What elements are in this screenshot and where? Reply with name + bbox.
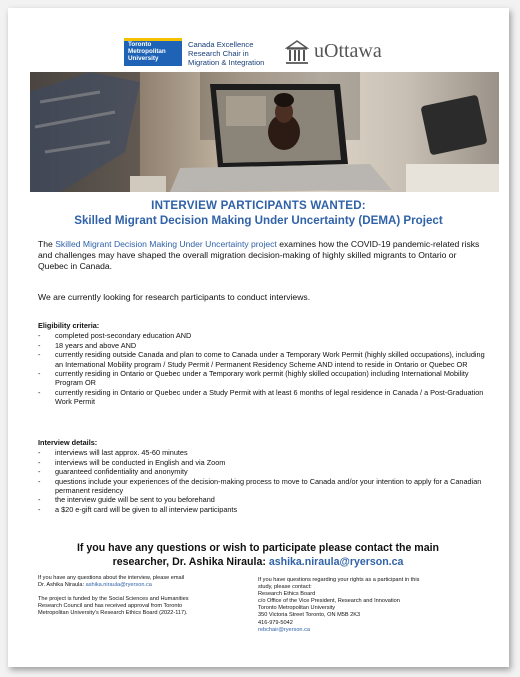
footer-right: If you have questions regarding your rights as a participant in this study, please contact: Research Ethics Board c/o Office of the Vice President, Research and Innovation Toronto Metropolitan University 350 Victoria Street Toronto, ON M5B 2K3 416-979-5042 rebchair@ryerson.ca [258, 577, 420, 633]
heading-project-title: Skilled Migrant Decision Making Under Uncertainty (DEMA) Project [74, 214, 443, 227]
interview-email-link[interactable]: ashika.niraula@ryerson.ca [85, 582, 152, 589]
list-item: - interviews will be conducted in English and via Zoom [38, 458, 486, 467]
tmu-logo: Toronto Metropolitan University [124, 38, 182, 66]
cerc-logo-text: Canada Excellence Research Chair in Migration & Integration [188, 40, 265, 67]
eligibility-title: Eligibility criteria: [38, 321, 100, 330]
logo-bar [8, 34, 509, 74]
heading-participants-wanted: INTERVIEW PARTICIPANTS WANTED: [151, 199, 366, 212]
video-call-illustration [30, 72, 499, 192]
list-item: - a $20 e-gift card will be given to all interview participants [38, 505, 486, 514]
list-item: - completed post-secondary education AND [38, 331, 486, 340]
intro-paragraph: The Skilled Migrant Decision Making Under Uncertainty project examines how the COVID-19 pandemic-related risks and challenges may have shaped the overall migration decision-making of highly skilled migrants to Ontario or Quebec in Canada. [38, 239, 480, 271]
list-item: - currently residing in Ontario or Quebec under a Temporary work permit (highly skilled occupation) including International Mobility Program OR [38, 369, 486, 388]
eligibility-section [38, 321, 486, 407]
reb-email-link[interactable]: rebchair@ryerson.ca [258, 626, 311, 633]
footer-left: If you have any questions about the interview, please email Dr. Ashika Niraula: ashika.niraula@ryerson.ca The project is funded by the Social Sciences and Humanities Research Council and has received approval from Toronto Metropolitan University's Research Ethics Board (2022-117). [38, 575, 189, 617]
contact-callout: If you have any questions or wish to participate please contact the main researcher, Dr. Ashika Niraula: ashika.niraula@ryerson.ca [76, 542, 440, 568]
project-link[interactable]: Skilled Migrant Decision Making Under Uncertainty project [55, 239, 277, 249]
flyer-page [8, 8, 509, 667]
list-item: - currently residing outside Canada and plan to come to Canada under a Temporary Work Permit (highly skilled occupations), including an International Mobility program / Study Permit / Permanent Residency Scheme AND intend to reside in Ontario or Quebec OR [38, 350, 486, 369]
uottawa-building-icon [285, 39, 309, 66]
uottawa-logo-text: uOttawa [314, 40, 382, 62]
list-item: - the interview guide will be sent to you beforehand [38, 495, 486, 504]
list-item: - interviews will last approx. 45-60 minutes [38, 448, 486, 457]
researcher-email-link[interactable]: ashika.niraula@ryerson.ca [268, 556, 404, 568]
list-item: - 18 years and above AND [38, 341, 486, 350]
details-title: Interview details: [38, 438, 98, 447]
list-item: - questions include your experiences of the decision-making process to move to Canada and/or your intention to apply for a Canadian permanent residency [38, 477, 486, 496]
interview-details-section [38, 438, 486, 514]
list-item: - guaranteed confidentiality and anonymity [38, 467, 486, 476]
list-item: - currently residing in Ontario or Quebec under a Study Permit with at least 6 months of legal residence in Canada / a Post-Graduation Work Permit [38, 388, 486, 407]
hero-photo [30, 72, 499, 192]
details-list [38, 448, 486, 514]
recruiting-statement: We are currently looking for research participants to conduct interviews. [38, 292, 311, 302]
eligibility-list [38, 331, 486, 406]
